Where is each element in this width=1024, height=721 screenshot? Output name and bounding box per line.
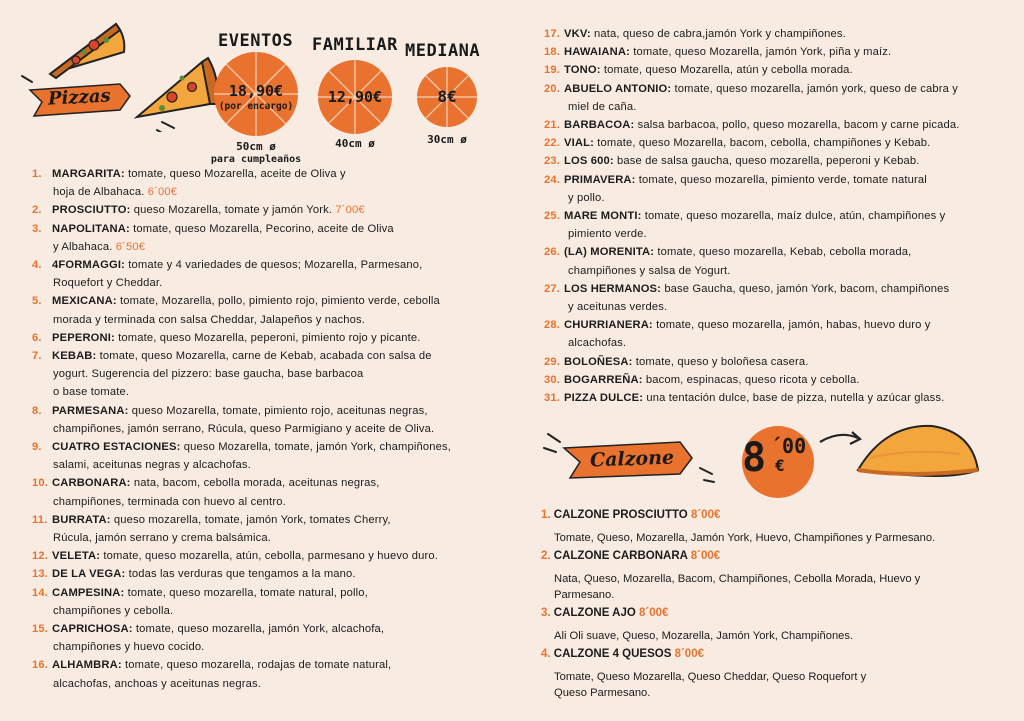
calzone-item-name: CALZONE CARBONARA xyxy=(553,550,691,562)
pizza-item-ingredients: base Gaucha, queso, jamón York, bacom, champiñones xyxy=(664,282,950,295)
size-mediana-label: MEDIANA xyxy=(405,41,481,61)
pizza-item-ingredients: tomate, queso Mozarella, atún y cebolla morada. xyxy=(603,64,853,77)
calzone-item-number: 1. xyxy=(541,509,554,521)
pizza-item-number: 19. xyxy=(544,64,561,77)
calzone-item-description: Tomate, Queso, Mozarella, Jamón York, Huevo, Champiñones y Parmesano. xyxy=(554,532,936,544)
pizza-item-ingredients-continued: champiñones, jamón serrano, Rúcula, queso Parmigiano y aceite de Oliva. xyxy=(53,422,435,435)
pizza-item xyxy=(544,243,911,261)
pizza-item-ingredients-continued: champiñones y cebolla. xyxy=(53,604,174,617)
size-eventos-diameter: 50cm ø xyxy=(236,140,276,153)
pizza-item xyxy=(544,171,927,189)
calzone-item-number: 2. xyxy=(541,550,554,562)
pizza-item-ingredients-continued: champiñones y salsa de Yogurt. xyxy=(568,264,731,277)
pizza-item xyxy=(32,438,451,456)
pizza-item xyxy=(544,43,891,61)
pizza-item-number: 11. xyxy=(32,513,48,526)
pizza-item-number: 31. xyxy=(544,392,561,404)
pizza-item-ingredients: nata, bacom, cebolla morada, aceitunas negras, xyxy=(133,477,380,490)
pizza-item-ingredients: tomate, queso mozarella, jamón, habas, huevo duro y xyxy=(656,319,931,332)
pizza-item-number: 27. xyxy=(544,282,561,295)
pizza-item-ingredients: queso mozarella, tomate, jamón York, tomates Cherry, xyxy=(113,513,391,526)
pizza-item xyxy=(544,152,920,170)
pizza-item xyxy=(544,353,808,371)
pizza-item-name: DE LA VEGA: xyxy=(52,568,129,581)
pizza-item-number: 29. xyxy=(544,355,561,368)
calzone-item-price: 8´00€ xyxy=(690,509,721,521)
pizza-item-name: (LA) MORENITA: xyxy=(564,246,658,259)
pizza-item-price: 6´50€ xyxy=(112,240,146,253)
pizza-item-number: 22. xyxy=(544,137,561,150)
pizza-item-name: CAMPESINA: xyxy=(52,586,128,599)
pizza-item-ingredients-continued: Rúcula, jamón serrano y crema balsámica. xyxy=(53,532,272,544)
pizza-item-price: 7´00€ xyxy=(332,204,365,217)
pizza-item-name: PROSCIUTTO: xyxy=(52,204,134,217)
calzone-item-title xyxy=(541,550,720,562)
pizza-item-number: 1. xyxy=(32,168,42,180)
calzone-icon xyxy=(858,426,978,476)
pizza-item-ingredients: tomate y 4 variedades de quesos; Mozarella, Parmesano, xyxy=(128,259,423,271)
pizza-item-ingredients-continued: alcachofas, anchoas y aceitunas negras. xyxy=(53,677,261,690)
pizza-item-name: PIZZA DULCE: xyxy=(564,392,647,404)
pizza-item-name: KEBAB: xyxy=(52,350,100,362)
pizza-item-ingredients: todas las verduras que tengamos a la mano. xyxy=(128,568,356,581)
pizza-item-number: 28. xyxy=(544,319,561,332)
pizza-item-ingredients-continued: pimiento verde. xyxy=(568,228,647,241)
pizza-item-number: 13. xyxy=(32,568,49,581)
calzone-item-number: 4. xyxy=(541,648,554,660)
pizza-slice-icon xyxy=(137,58,218,117)
calzone-item-price: 8´00€ xyxy=(674,648,704,660)
pizza-item-ingredients: tomate, queso mozarella, jamón york, queso de cabra y xyxy=(674,82,958,95)
calzone-item-number: 3. xyxy=(541,607,554,619)
pizza-item-ingredients: tomate, queso Mozarella, peperoni, pimiento rojo y picante. xyxy=(118,331,421,344)
pizza-item-ingredients: salsa barbacoa, pollo, queso mozarella, bacom y carne picada. xyxy=(637,119,960,131)
pizza-item-name: MEXICANA: xyxy=(52,295,121,308)
pizza-item-ingredients: tomate, queso y boloñesa casera. xyxy=(635,355,809,368)
pizza-item-number: 23. xyxy=(544,155,561,168)
pizza-item-ingredients: tomate, queso mozarella, maíz dulce, atún, champiñones y xyxy=(644,210,946,222)
pizza-item-ingredients-continued: miel de caña. xyxy=(568,100,637,113)
pizza-item xyxy=(32,584,368,602)
pizza-item xyxy=(32,329,421,347)
pizza-item-name: VIAL: xyxy=(564,137,598,150)
pizza-item-number: 14. xyxy=(32,586,49,599)
pizza-item-ingredients-continued: yogurt. Sugerencia del pizzero: base gaucha, base barbacoa xyxy=(53,368,364,381)
pizza-item-number: 26. xyxy=(544,246,561,259)
pizza-item-number: 6. xyxy=(32,331,42,344)
size-familiar-label: FAMILIAR xyxy=(312,35,398,55)
pizza-item-ingredients: tomate, queso Mozarella, bacom, cebolla, champiñones y Kebab. xyxy=(597,137,931,150)
size-familiar-price: 12,90€ xyxy=(327,88,383,106)
pizza-item-ingredients: tomate, queso mozarella, rodajas de tomate natural, xyxy=(124,659,392,672)
calzone-price-cents: ´00 xyxy=(770,434,807,458)
pizza-item xyxy=(32,292,440,310)
pizza-item xyxy=(544,61,853,79)
calzone-price-main: 8 xyxy=(742,435,767,481)
pizza-slices-illustration xyxy=(12,12,227,132)
calzone-item-price: 8´00€ xyxy=(690,550,721,562)
pizza-item-ingredients-continued: y Albahaca. 6´50€ xyxy=(53,240,146,253)
calzone-banner-label: Calzone xyxy=(589,446,675,472)
pizza-item-ingredients: tomate, queso Mozarella, Pecorino, aceite de Oliva xyxy=(133,222,394,235)
pizza-item xyxy=(32,201,365,219)
calzone-item-title xyxy=(541,648,704,660)
pizza-item-ingredients-continued: hoja de Albahaca. 6´00€ xyxy=(53,186,178,199)
pizza-item-number: 9. xyxy=(32,441,42,453)
pizza-item-ingredients: tomate, queso mozarella, pimiento verde, tomate natural xyxy=(638,173,927,186)
pizza-item-name: LOS 600: xyxy=(564,155,617,168)
pizza-item-ingredients: tomate, queso mozarella, jamón York, alcachofa, xyxy=(135,623,385,635)
calzone-item-title xyxy=(541,509,720,521)
pizza-item-ingredients-continued: alcachofas. xyxy=(568,337,627,350)
size-familiar-diameter: 40cm ø xyxy=(335,137,375,150)
pizza-item xyxy=(544,280,949,298)
size-eventos-label: EVENTOS xyxy=(218,31,294,51)
pizza-item xyxy=(32,511,391,529)
pizzas-banner-label: Pizzas xyxy=(47,85,112,110)
pizza-item xyxy=(544,116,960,134)
pizza-item-ingredients-continued: champiñones, terminada con huevo al centro. xyxy=(53,495,286,508)
pizza-item-ingredients: tomate, Mozarella, pollo, pimiento rojo, pimiento verde, cebolla xyxy=(120,295,440,308)
pizza-item xyxy=(32,165,346,183)
pizza-item-ingredients-continued: salami, aceitunas negras y alcachofas. xyxy=(53,459,251,472)
pizza-item-number: 18. xyxy=(544,46,561,59)
size-mediana-diameter: 30cm ø xyxy=(427,133,467,146)
pizza-item xyxy=(544,25,846,43)
size-mediana-price: 8€ xyxy=(437,87,457,106)
pizza-item-name: CAPRICHOSA: xyxy=(52,623,136,635)
size-eventos-circle xyxy=(214,52,298,136)
pizza-item-ingredients: tomate, queso mozarella, tomate natural, pollo, xyxy=(127,586,368,599)
pizza-item-name: BURRATA: xyxy=(52,513,114,526)
calzone-price-currency: € xyxy=(775,456,785,475)
pizza-item-ingredients-continued: y aceitunas verdes. xyxy=(568,301,668,313)
pizza-item-name: PARMESANA: xyxy=(52,404,132,417)
pizza-item-number: 17. xyxy=(544,28,561,40)
pizza-item xyxy=(544,134,930,152)
pizza-item xyxy=(544,371,860,389)
pizza-item-ingredients: queso Mozarella, tomate, jamón York, champiñones, xyxy=(183,441,452,453)
size-eventos-price: 18,90€ xyxy=(228,82,284,100)
calzone-item-name: CALZONE AJO xyxy=(553,607,639,619)
pizza-item xyxy=(32,620,384,638)
pizza-slice-icon xyxy=(50,24,124,78)
pizza-item-name: MARE MONTI: xyxy=(564,210,645,222)
pizza-item-ingredients: base de salsa gaucha, queso mozarella, peperoni y Kebab. xyxy=(616,155,920,168)
pizza-item-ingredients-continued: morada y terminada con salsa Cheddar, Jalapeños y nachos. xyxy=(53,313,366,326)
pizza-item xyxy=(544,389,944,407)
calzone-item-price: 8´00€ xyxy=(639,607,669,619)
pizza-item-number: 15. xyxy=(32,623,49,635)
pizza-item-name: ABUELO ANTONIO: xyxy=(564,82,675,95)
pizza-item xyxy=(32,547,438,565)
pizza-item xyxy=(32,256,422,274)
pizza-item-number: 21. xyxy=(544,119,561,131)
pizza-item xyxy=(32,656,391,674)
pizza-item-ingredients: una tentación dulce, base de pizza, nutella y azúcar glass. xyxy=(646,392,945,404)
pizza-item xyxy=(32,402,428,420)
size-eventos-note: (por encargo) xyxy=(218,101,294,112)
pizza-item-number: 24. xyxy=(544,173,561,186)
pizza-item-ingredients: queso Mozarella, tomate y jamón York. xyxy=(133,204,333,217)
pizza-item-number: 10. xyxy=(32,477,49,490)
pizza-item xyxy=(32,347,432,365)
calzone-price xyxy=(742,434,807,481)
pizza-item-ingredients: bacom, espinacas, queso ricota y cebolla. xyxy=(645,373,860,386)
pizza-item-ingredients: tomate, queso Mozarella, aceite de Oliva y xyxy=(128,168,346,180)
pizza-item-ingredients-continued: Roquefort y Cheddar. xyxy=(53,277,163,290)
pizza-item-name: 4FORMAGGI: xyxy=(52,259,129,271)
pizza-item-ingredients-continued: champiñones y huevo cocido. xyxy=(53,641,205,654)
pizza-item-name: VKV: xyxy=(564,28,594,40)
calzone-item-name: CALZONE 4 QUESOS xyxy=(553,648,675,660)
pizza-item-number: 20. xyxy=(544,82,561,95)
pizza-item-ingredients-continued: o base tomate. xyxy=(53,386,130,399)
pizza-item-name: TONO: xyxy=(564,64,604,77)
pizza-item-name: NAPOLITANA: xyxy=(52,222,134,235)
pizza-item-name: ALHAMBRA: xyxy=(52,659,125,672)
pizza-item-name: BOLOÑESA: xyxy=(564,355,636,368)
pizza-item-number: 7. xyxy=(32,350,42,362)
pizza-item-number: 25. xyxy=(544,210,561,222)
pizza-item-ingredients: nata, queso de cabra,jamón York y champiñones. xyxy=(593,28,846,40)
calzone-item-name: CALZONE PROSCIUTTO xyxy=(553,509,691,521)
pizza-item-name: CHURRIANERA: xyxy=(564,319,657,332)
pizza-item-name: LOS HERMANOS: xyxy=(564,282,665,295)
pizza-item-ingredients: tomate, queso Mozarella, jamón York, piña y maíz. xyxy=(633,46,892,59)
size-mediana-circle xyxy=(417,67,477,127)
pizza-item xyxy=(544,316,931,334)
pizza-item xyxy=(32,565,356,583)
pizza-item-name: CARBONARA: xyxy=(52,477,134,490)
pizza-item-name: PEPERONI: xyxy=(52,331,119,344)
pizza-item-ingredients: tomate, queso Mozarella, carne de Kebab, acabada con salsa de xyxy=(99,350,432,362)
pizza-item xyxy=(544,80,958,98)
pizza-item-number: 2. xyxy=(32,204,42,217)
calzone-item-description: Tomate, Queso Mozarella, Queso Cheddar, Queso Roquefort y xyxy=(554,671,867,683)
pizza-item xyxy=(544,207,945,225)
pizza-item-name: CUATRO ESTACIONES: xyxy=(52,441,184,453)
pizza-item-number: 12. xyxy=(32,550,49,563)
pizza-item-ingredients: tomate, queso mozarella, atún, cebolla, parmesano y huevo duro. xyxy=(103,550,439,563)
size-familiar-circle xyxy=(318,60,392,134)
pizza-item-name: HAWAIANA: xyxy=(564,46,634,59)
pizza-item-name: PRIMAVERA: xyxy=(564,173,639,186)
size-eventos-extra: para cumpleaños xyxy=(210,154,302,165)
calzone-item-description: Nata, Queso, Mozarella, Bacom, Champiñones, Cebolla Morada, Huevo y xyxy=(554,573,921,585)
pizza-item-number: 4. xyxy=(32,259,42,271)
pizza-item-number: 30. xyxy=(544,373,561,386)
pizza-item-ingredients: queso Mozarella, tomate, pimiento rojo, aceitunas negras, xyxy=(131,404,428,417)
pizza-item-name: BARBACOA: xyxy=(564,119,638,131)
calzone-item-description: Queso Parmesano. xyxy=(554,687,651,699)
calzone-item-title xyxy=(541,607,668,619)
pizza-item-number: 16. xyxy=(32,659,49,672)
calzone-item-description: Parmesano. xyxy=(554,589,615,601)
pizza-item xyxy=(32,474,380,492)
pizza-item-name: BOGARREÑA: xyxy=(564,373,646,386)
pizza-item-number: 3. xyxy=(32,222,42,235)
calzone-item-description: Ali Oli suave, Queso, Mozarella, Jamón York, Champiñones. xyxy=(554,630,854,642)
pizza-item-name: MARGARITA: xyxy=(52,168,129,180)
pizza-item-name: VELETA: xyxy=(52,550,104,563)
pizza-item xyxy=(32,220,394,238)
pizza-item-ingredients: tomate, queso mozarella, Kebab, cebolla morada, xyxy=(657,246,912,259)
pizza-item-price: 6´00€ xyxy=(144,186,178,199)
pizza-item-number: 8. xyxy=(32,404,42,417)
pizza-item-number: 5. xyxy=(32,295,42,308)
pizza-item-ingredients-continued: y pollo. xyxy=(568,191,605,204)
